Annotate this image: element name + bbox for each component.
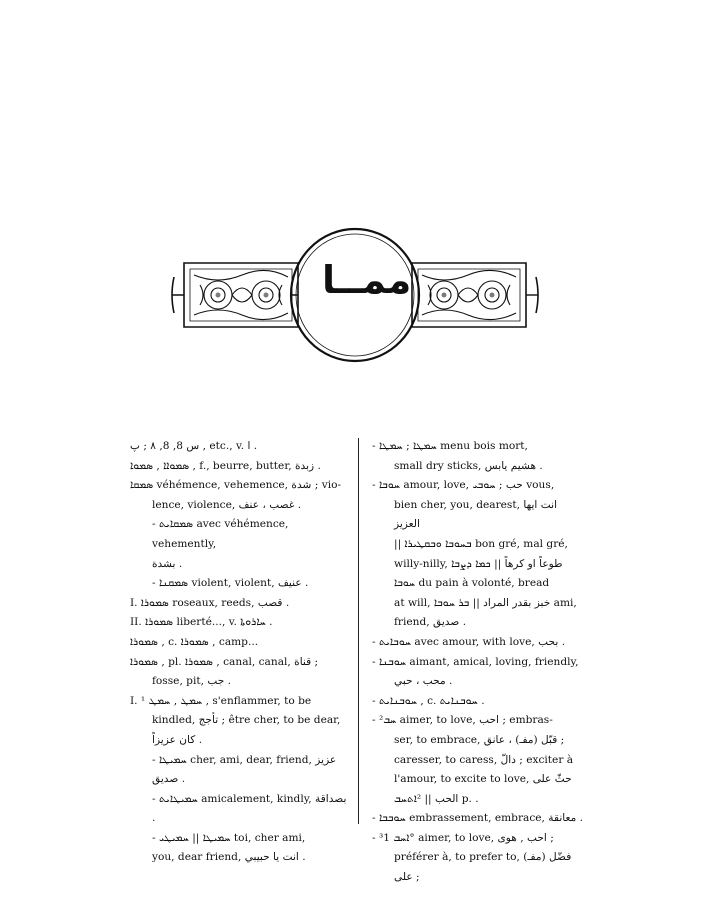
entry-line: الحب || ²ܐܬܚܒ p. . — [394, 792, 479, 805]
entry-line: - ²ܚܒ aimer, to love, احب ; embras- — [372, 714, 553, 727]
section-letter-heading: ممــا — [322, 258, 412, 302]
entry-line: small dry sticks, هشيم يابس . — [394, 459, 543, 472]
entry-line: - ܣܡܩܢܐ violent, violent, عنيف . — [152, 577, 309, 590]
entry-line: caresser, to caress, دالّ ; exciter à — [394, 753, 574, 766]
dictionary-entry — [130, 476, 352, 594]
entry-line: س 8, 8, ٨ ; پ , etc., v. ا . — [130, 440, 258, 452]
entry-line: - ܚܘܒܒܐ embrassement, embrace, معانقة . — [372, 812, 584, 825]
entry-line: préférer à, to prefer to, فضّل (مفـ) على ; — [394, 851, 572, 884]
entry-line: I. ¹ ܚܡܛ , ܚܡܛ , s'enflammer, to be — [130, 694, 312, 707]
entry-line: I. ܣܡܘܪܐ roseaux, reeds, قصب . — [130, 596, 290, 609]
dictionary-entry — [130, 633, 352, 653]
entry-line: ܣܡܩܐ véhémence, vehemence, شدة ; vio- — [130, 479, 342, 492]
entry-line: محب ، حبي . — [394, 675, 453, 688]
entry-line: willy-nilly, طوعاً او كرهاً || ܟܡܐ ܕܨܒܐ — [394, 557, 563, 570]
left-column — [130, 437, 352, 868]
entry-line: bien cher, you, dearest, انت ايها العزيز — [394, 498, 558, 531]
entry-line: kindled, تأجج ; être cher, to be dear, — [152, 714, 341, 727]
right-column — [372, 437, 584, 888]
entry-line: كان عزيزاً . — [152, 733, 203, 746]
entry-line: - ܚܡܝܛܐ || ܚܡܝܛܝ toi, cher ami, — [152, 831, 306, 844]
entry-line: l'amour, to excite to love, حثّ على — [394, 773, 572, 786]
entry-line: ser, to embrace, قبّل (مفـ) ، عانق ; — [394, 733, 565, 746]
entry-line: at will, خبز بقدر المراد || ܒܪ ܚܘܒܐ ami, — [394, 596, 577, 609]
entry-line: ܚܘܒܐ du pain à volonté, bread — [394, 577, 550, 590]
dictionary-entry — [372, 711, 584, 809]
entry-line: بشدة . — [152, 557, 183, 570]
entry-line: ܣܡܘܐܐ , ܣܡܘܐ , f., beurre, butter, زبدة . — [130, 459, 321, 472]
entry-line: friend, صديق . — [394, 616, 467, 629]
dictionary-entry — [130, 437, 352, 457]
entry-line: - ܚܡܝܛܐ cher, ami, dear, friend, عزيز — [152, 753, 337, 766]
entry-line: - ܚܘܒܐ amour, love, حب ; ܚܘܒܝ vous, — [372, 479, 555, 492]
entry-line: II. ܣܡܘܪܐ liberté..., v. ܚܐܪܘܬܐ . — [130, 616, 273, 629]
dictionary-entry — [372, 633, 584, 653]
entry-line: - ܚܘܒܢܐܝܬ , c. ܚܘܒܢܐܝܬ . — [372, 694, 485, 707]
dictionary-entry — [130, 692, 352, 868]
dictionary-entry — [372, 437, 584, 476]
dictionary-entry — [130, 653, 352, 692]
dictionary-entry — [130, 594, 352, 614]
dictionary-entry — [130, 613, 352, 633]
entry-line: - ܚܘܒܐܝܬ avec amour, with love, بحب . — [372, 635, 566, 648]
entry-line: lence, violence, غصب ، عنف . — [152, 498, 302, 511]
entry-line: fosse, pit, جب . — [152, 675, 232, 688]
column-divider — [358, 438, 359, 824]
dictionary-entry — [372, 653, 584, 692]
dictionary-entry — [372, 692, 584, 712]
dictionary-entry — [130, 457, 352, 477]
dictionary-entry — [372, 829, 584, 888]
entry-line: ܣܡܘܪܐ , c. ܣܡܘܪܐ , camp... — [130, 635, 259, 648]
dictionary-entry — [372, 809, 584, 829]
entry-line: ܣܡܘܪܐ , pl. ܣܡܘܪܐ , canal, canal, قناة ; — [130, 655, 319, 668]
entry-line: - ܚܘܒܢܐ aimant, amical, loving, friendly, — [372, 655, 579, 668]
entry-line: - ܚܡܝܛܐܝܬ amicalement, kindly, بصداقة . — [152, 792, 347, 825]
entry-line: صديق . — [152, 773, 186, 786]
entry-line: - ܚܡܛܐ ; ܚܡܛܐ menu bois mort, — [372, 440, 528, 452]
entry-line: - ³ܐܚܒ 1° aimer, to love, احب , هوى ; — [372, 831, 554, 844]
dictionary-entry — [372, 476, 584, 633]
entry-line: || ܒܚܘܒܐ ܘܒܩܛܝܪܐ bon gré, mal gré, — [394, 537, 568, 550]
entry-line: - ܣܡܩܐܝܬ avec véhémence, vehemently, — [152, 518, 289, 550]
entry-line: you, dear friend, انت يا حبيبي . — [152, 851, 306, 864]
